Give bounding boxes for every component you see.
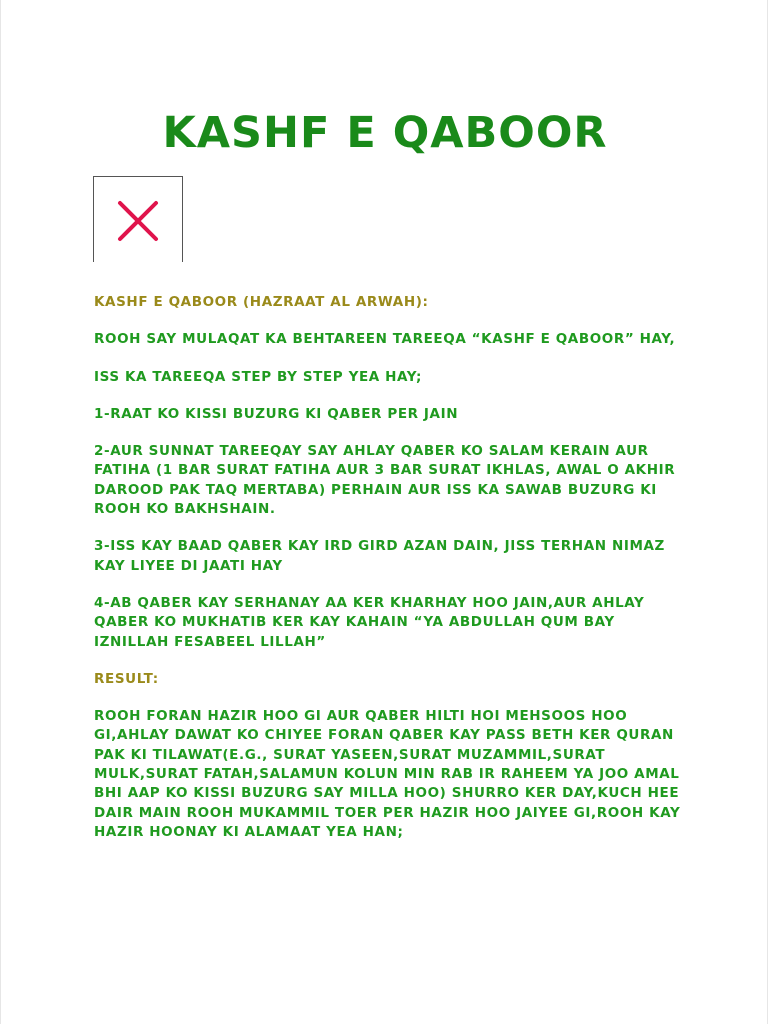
paragraph-intro: ROOH SAY MULAQAT KA BEHTAREEN TAREEQA “KASHF E QABOOR” HAY, <box>94 331 676 348</box>
paragraph-result: ROOH FORAN HAZIR HOO GI AUR QABER HILTI HOI MEHSOOS HOO GI,AHLAY DAWAT KO CHIYEE FORAN QABER KAY PASS BETH KER QURAN PAK KI TILAWAT(E.G., SURAT YASEEN,SURAT MUZAMMIL,SURAT MULK,SURAT FATAH,SALAMUN KOLUN MIN RAB IR RAHEEM YA JOO AMAL BHI AAP KO KISSI BUZURG SAY MILLA HOO) SHURRO KER DAY,KUCH HEE DAIR MAIN ROOH MUKAMMIL TOER PER HAZIR HOO JAIYEE GI,ROOH KAY HAZIR HOONAY KI ALAMAAT YEA HAN; <box>94 708 681 840</box>
paragraph-step-3: 3-ISS KAY BAAD QABER KAY IRD GIRD AZAN DAIN, JISS TERHAN NIMAZ KAY LIYEE DI JAATI HAY <box>94 538 665 574</box>
section-heading-kashf: KASHF E QABOOR (HAZRAAT AL ARWAH): <box>94 294 429 310</box>
paragraph-step-2: 2-AUR SUNNAT TAREEQAY SAY AHLAY QABER KO SALAM KERAIN AUR FATIHA (1 BAR SURAT FATIHA AUR 3 BAR SURAT IKHLAS, AWAL O AKHIR DAROOD PAK TAQ MERTABA) PERHAIN AUR ISS KA SAWAB BUZURG KI ROOH KO BAKHSHAIN. <box>94 443 676 518</box>
section-heading-result: RESULT: <box>94 670 159 687</box>
paragraph-steps-intro: ISS KA TAREEQA STEP BY STEP YEA HAY; <box>94 368 422 385</box>
broken-image-x-icon <box>116 199 160 243</box>
paragraph-step-4: 4-AB QABER KAY SERHANAY AA KER KHARHAY HOO JAIN,AUR AHLAY QABER KO MUKHATIB KER KAY KAHAIN “YA ABDULLAH QUM BAY IZNILLAH FESABEEL LILLAH” <box>94 594 645 650</box>
paragraph-step-1: 1-RAAT KO KISSI BUZURG KI QABER PER JAIN <box>94 405 459 422</box>
broken-image-placeholder <box>93 176 183 262</box>
page-title: KASHF E QABOOR <box>162 108 608 158</box>
document-body <box>94 293 694 860</box>
